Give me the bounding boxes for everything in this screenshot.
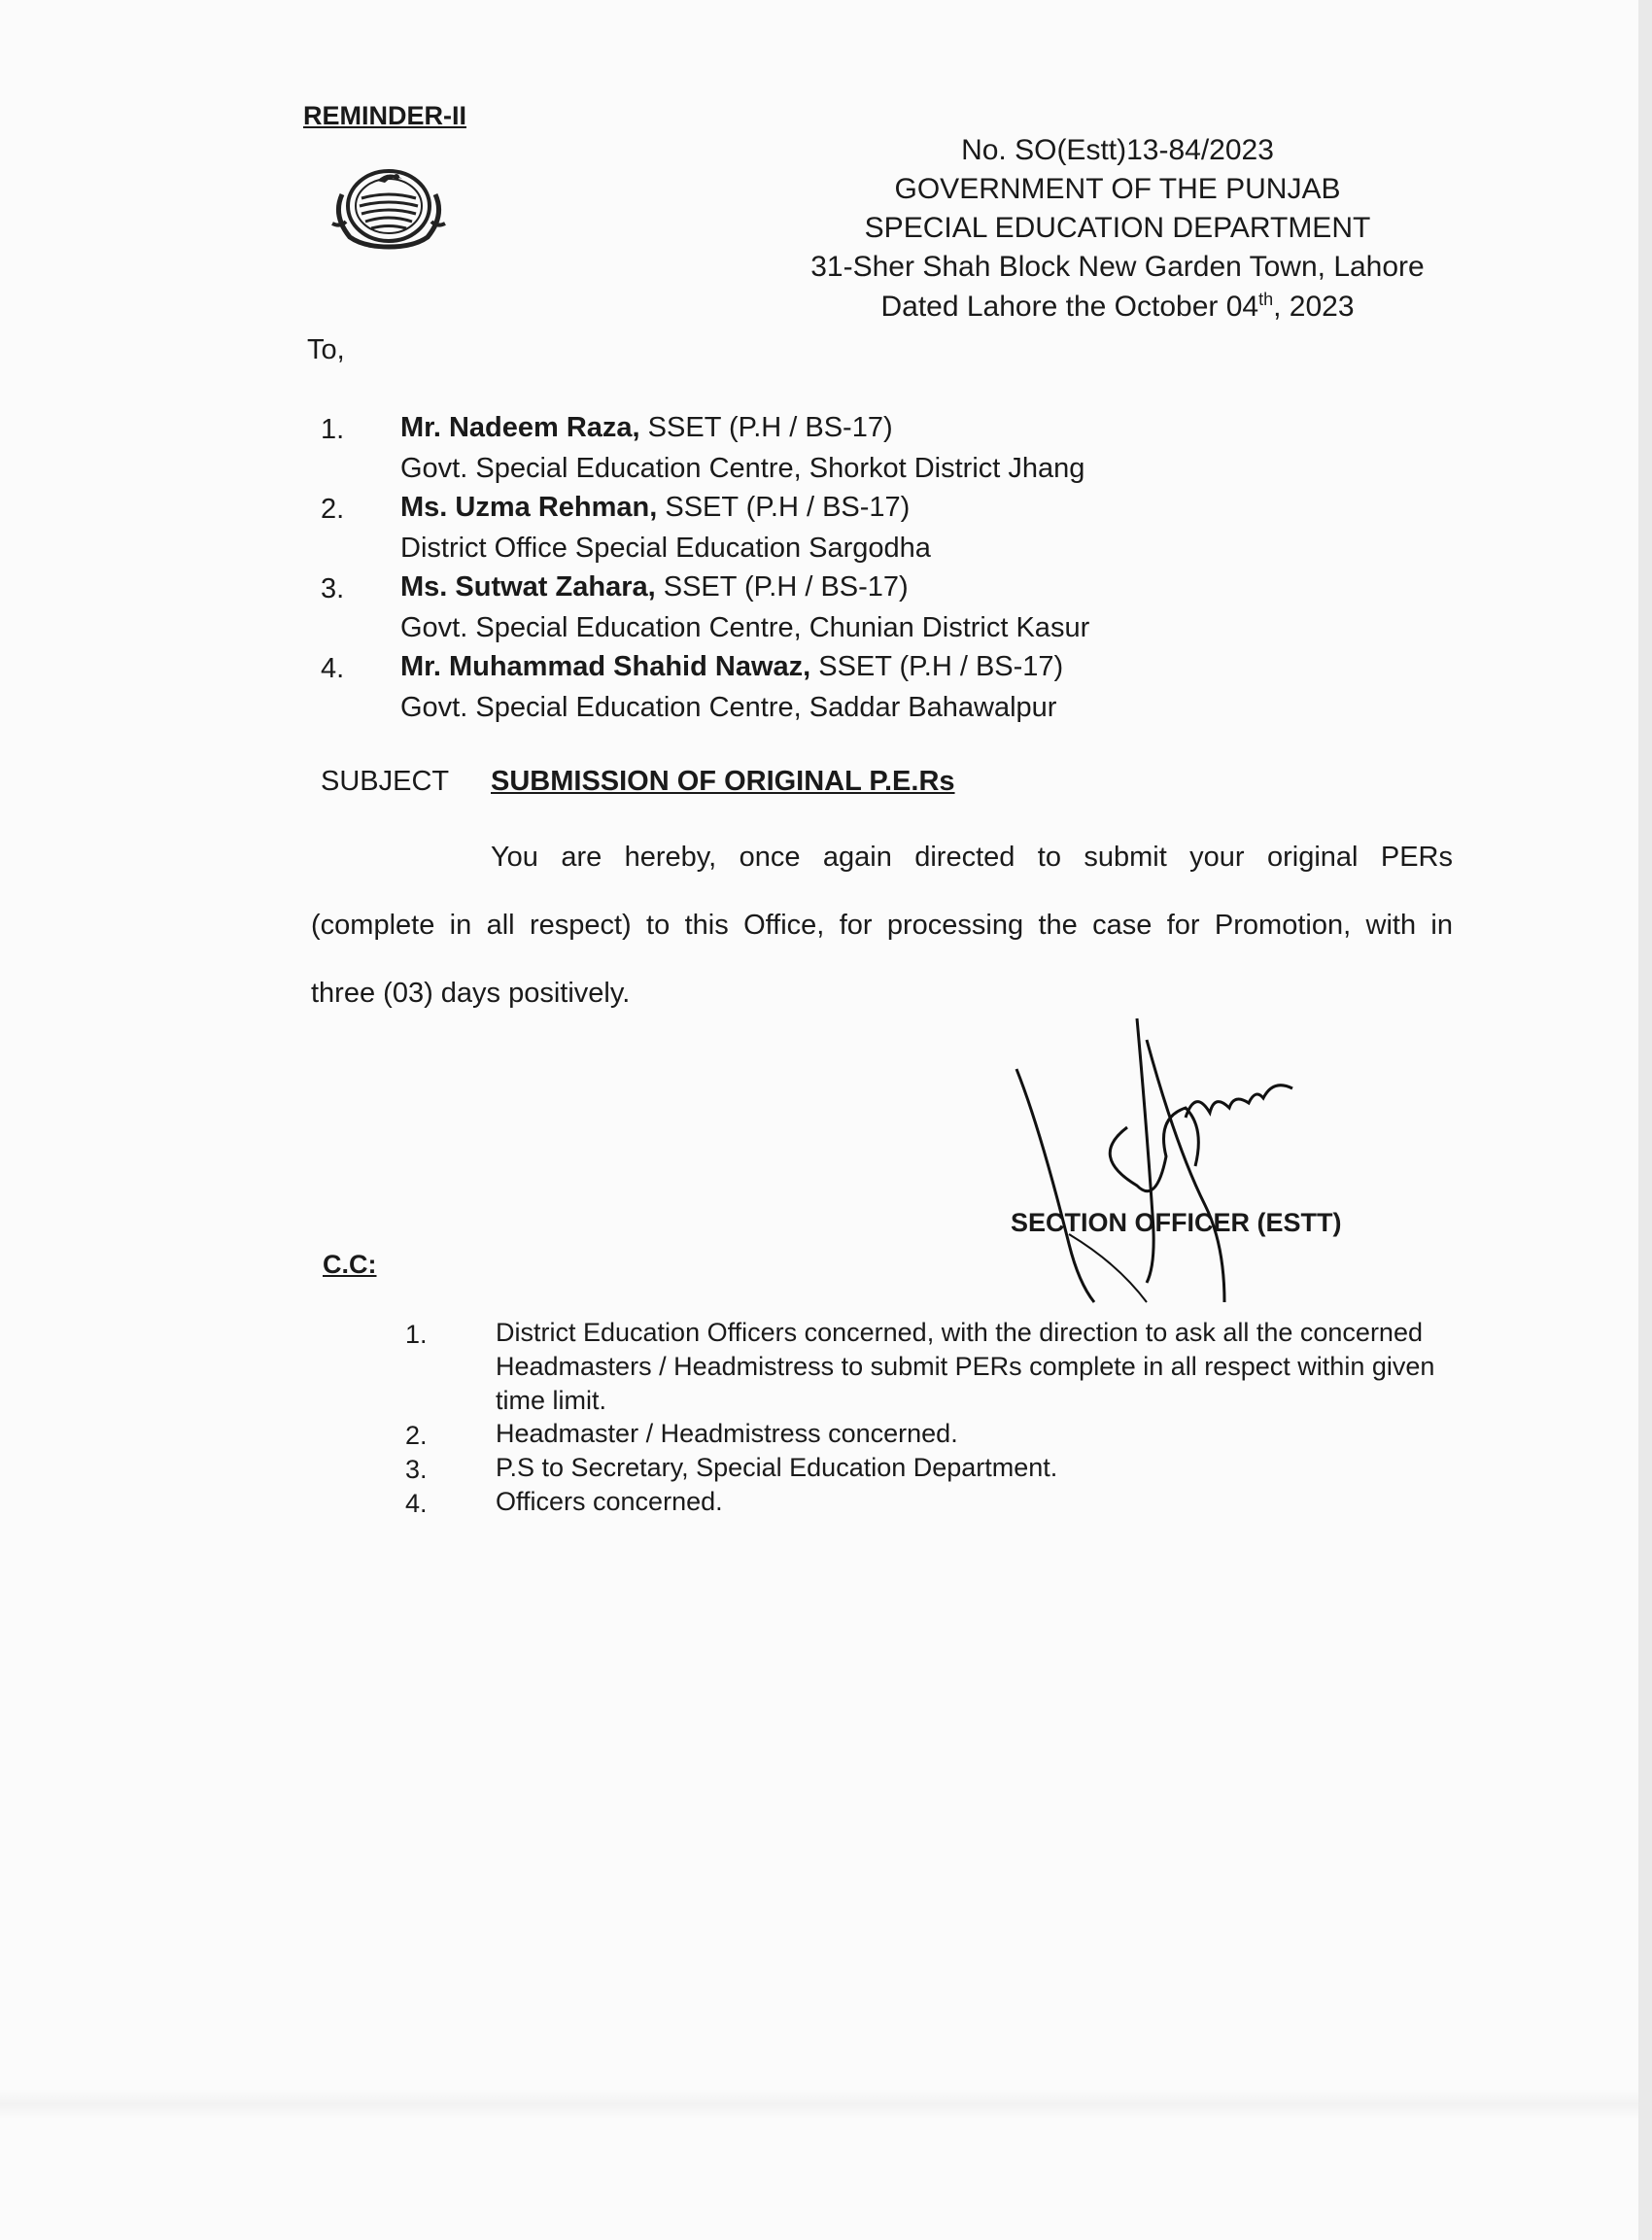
recipient-office: Govt. Special Education Centre, Saddar Bahawalpur — [400, 692, 1057, 723]
cc-number: 3. — [405, 1455, 428, 1484]
recipient-line: Mr. Muhammad Shahid Nawaz, SSET (P.H / BS-17) — [400, 651, 1064, 682]
subject-label: SUBJECT — [321, 766, 450, 797]
to-label: To, — [307, 334, 345, 365]
recipient-office: Govt. Special Education Centre, Shorkot District Jhang — [400, 453, 1085, 484]
recipient-number: 3. — [321, 573, 345, 604]
department-name: SPECIAL EDUCATION DEPARTMENT — [864, 212, 1371, 244]
department-address: 31-Sher Shah Block New Garden Town, Lahore — [810, 251, 1425, 283]
recipient-line: Ms. Uzma Rehman, SSET (P.H / BS-17) — [400, 492, 911, 523]
recipient-number: 1. — [321, 414, 345, 445]
scan-artifact — [0, 2089, 1638, 2119]
recipient-number: 4. — [321, 653, 345, 684]
signatory-title: SECTION OFFICER (ESTT) — [1011, 1208, 1342, 1237]
recipient-line: Ms. Sutwat Zahara, SSET (P.H / BS-17) — [400, 571, 909, 603]
cc-number: 4. — [405, 1489, 428, 1518]
body-line: You are hereby, once again directed to submit your original PERs — [491, 842, 1453, 873]
signature-icon — [1001, 1011, 1370, 1322]
recipient-line: Mr. Nadeem Raza, SSET (P.H / BS-17) — [400, 412, 893, 443]
cc-item: Headmaster / Headmistress concerned. — [496, 1419, 958, 1448]
reminder-heading: REMINDER-II — [303, 101, 466, 130]
cc-number: 2. — [405, 1421, 428, 1450]
body-line: three (03) days positively. — [311, 978, 631, 1009]
letter-number: No. SO(Estt)13-84/2023 — [961, 134, 1274, 166]
cc-number: 1. — [405, 1320, 428, 1349]
page-edge — [1638, 0, 1652, 2240]
government-name: GOVERNMENT OF THE PUNJAB — [894, 173, 1341, 205]
recipient-office: Govt. Special Education Centre, Chunian District Kasur — [400, 612, 1090, 643]
body-line: (complete in all respect) to this Office, for processing the case for Promotion, with in — [311, 910, 1453, 941]
letter-date: Dated Lahore the October 04th, 2023 — [880, 290, 1355, 323]
cc-item: P.S to Secretary, Special Education Department. — [496, 1453, 1058, 1482]
subject-title: SUBMISSION OF ORIGINAL P.E.Rs — [491, 766, 955, 797]
cc-item: District Education Officers concerned, with the direction to ask all the concerned Headmasters / Headmistress to submit PERs complete in all respect within given time limit. — [496, 1318, 1435, 1415]
punjab-government-emblem — [321, 155, 457, 253]
cc-label: C.C: — [323, 1250, 377, 1279]
recipient-office: District Office Special Education Sargodha — [400, 533, 931, 564]
recipient-number: 2. — [321, 494, 345, 525]
cc-item: Officers concerned. — [496, 1487, 723, 1516]
